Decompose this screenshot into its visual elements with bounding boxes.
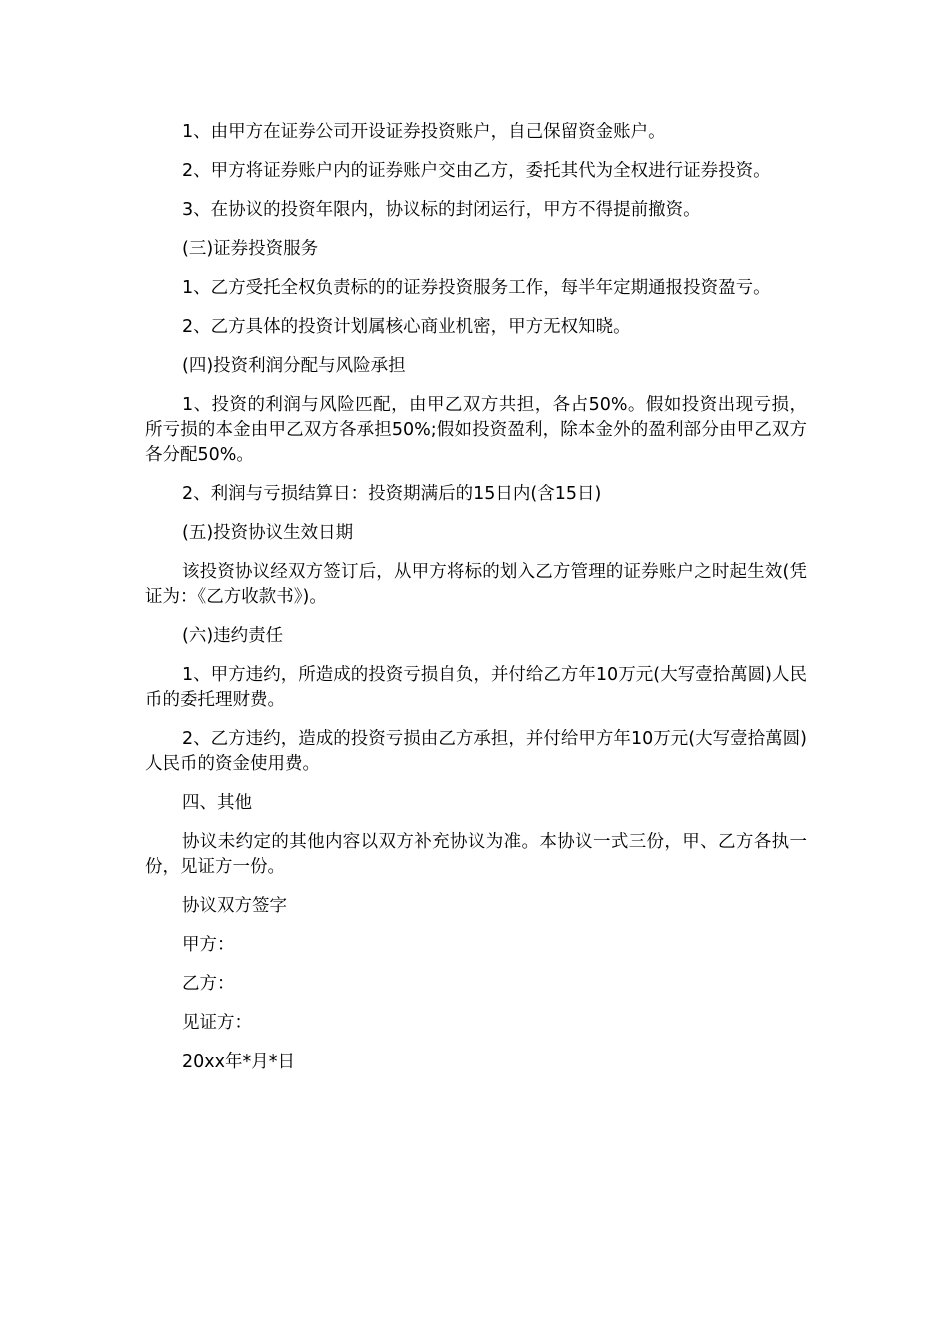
section-heading-profit-risk: (四)投资利润分配与风险承担 xyxy=(182,356,406,376)
clause-breach-party-b: 2、乙方违约，造成的投资亏损由乙方承担，并付给甲方年10万元(大写壹拾萬圆)人民币的资金使用费。 xyxy=(145,729,807,774)
signature-heading: 协议双方签字 xyxy=(182,896,287,916)
section-heading-investment-service: (三)证券投资服务 xyxy=(182,239,319,259)
section-heading-effective-date: (五)投资协议生效日期 xyxy=(182,523,354,543)
signature-party-b: 乙方： xyxy=(182,974,235,994)
document-page xyxy=(145,120,807,1075)
clause-other-terms: 协议未约定的其他内容以双方补充协议为准。本协议一式三份，甲、乙方各执一份，见证方一份。 xyxy=(145,832,807,877)
clause-open-account: 1、由甲方在证券公司开设证券投资账户，自己保留资金账户。 xyxy=(182,122,666,142)
signature-date: 20xx年*月*日 xyxy=(182,1052,295,1072)
clause-confidential-plan: 2、乙方具体的投资计划属核心商业机密，甲方无权知晓。 xyxy=(182,317,631,337)
clause-closed-operation: 3、在协议的投资年限内，协议标的封闭运行，甲方不得提前撤资。 xyxy=(182,200,701,220)
clause-service-report: 1、乙方受托全权负责标的的证券投资服务工作，每半年定期通报投资盈亏。 xyxy=(182,278,771,298)
signature-witness: 见证方： xyxy=(182,1013,252,1033)
clause-breach-party-a: 1、甲方违约，所造成的投资亏损自负，并付给乙方年10万元(大写壹拾萬圆)人民币的委托理财费。 xyxy=(145,665,807,710)
clause-settlement-date: 2、利润与亏损结算日：投资期满后的15日内(含15日) xyxy=(182,484,602,504)
clause-effective-date: 该投资协议经双方签订后，从甲方将标的划入乙方管理的证券账户之时起生效(凭证为：《乙方收款书》)。 xyxy=(145,562,807,607)
clause-delegate-account: 2、甲方将证券账户内的证券账户交由乙方，委托其代为全权进行证券投资。 xyxy=(182,161,771,181)
clause-profit-sharing: 1、投资的利润与风险匹配，由甲乙双方共担，各占50%。假如投资出现亏损，所亏损的本金由甲乙双方各承担50%;假如投资盈利，除本金外的盈利部分由甲乙双方各分配50%。 xyxy=(145,395,807,465)
signature-party-a: 甲方： xyxy=(182,935,235,955)
section-heading-breach: (六)违约责任 xyxy=(182,626,284,646)
section-heading-other: 四、其他 xyxy=(182,793,252,813)
